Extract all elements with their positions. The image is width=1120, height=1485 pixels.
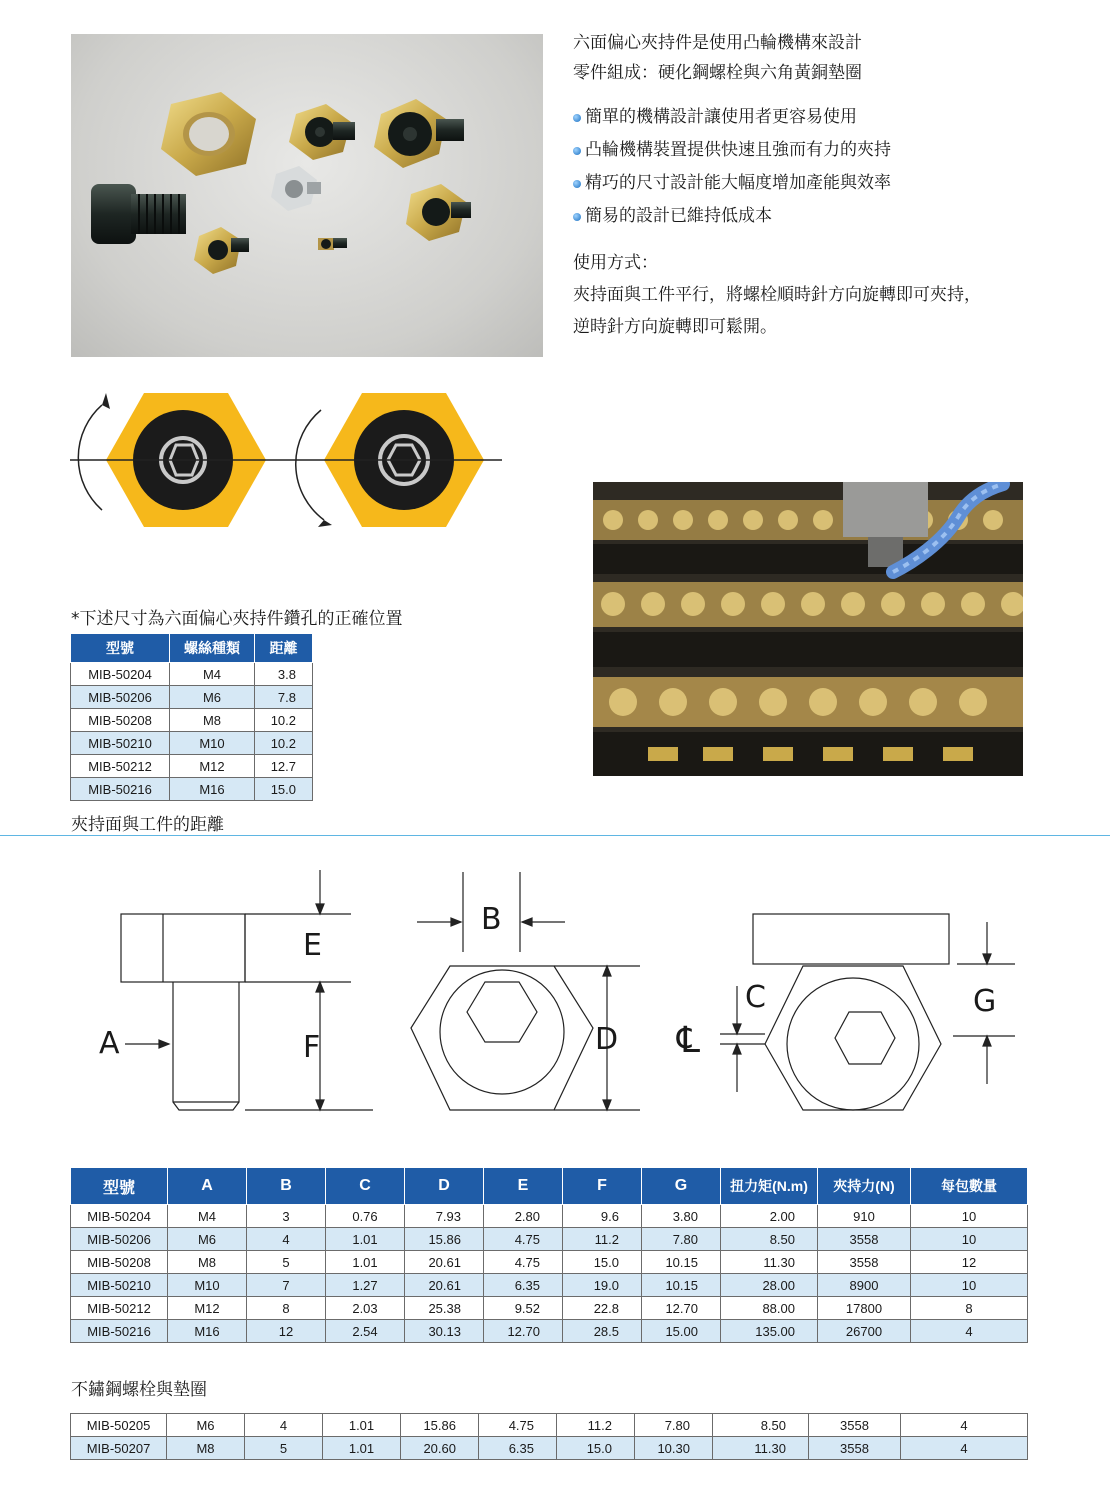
table-cell: M8 [170,709,255,732]
table-cell: 2.54 [326,1320,405,1343]
stainless-table [70,1413,1028,1460]
feature-item [573,134,891,167]
table-cell: 3 [247,1205,326,1228]
column-header: B [247,1168,326,1205]
table-cell: M6 [170,686,255,709]
table-cell: 10.15 [642,1251,721,1274]
table-cell: 8 [911,1297,1028,1320]
table-cell: MIB-50204 [71,663,170,686]
table-cell: 1.01 [323,1437,401,1460]
table-cell: M8 [168,1251,247,1274]
table-cell: 7.80 [642,1228,721,1251]
dimension-drawings [95,862,1035,1126]
column-header: 型號 [71,1168,168,1205]
table-cell: MIB-50208 [71,709,170,732]
column-header: A [168,1168,247,1205]
table-cell: 26700 [818,1320,911,1343]
table-cell: 4 [901,1414,1028,1437]
feature-list [573,101,891,233]
table-row [71,709,313,732]
table-cell: 12 [247,1320,326,1343]
table-cell: 11.2 [563,1228,642,1251]
table-cell: 3558 [818,1228,911,1251]
table-cell: M12 [168,1297,247,1320]
table-cell: MIB-50216 [71,778,170,801]
table-cell: 3.80 [642,1205,721,1228]
table-cell: MIB-50207 [71,1437,167,1460]
table-cell: M4 [170,663,255,686]
table-cell: 11.30 [721,1251,818,1274]
table-row [71,1274,1028,1297]
table-row [71,1320,1028,1343]
table-cell: 12 [911,1251,1028,1274]
bullet-dot-icon [573,213,581,221]
machining-photo [593,482,1023,776]
table-cell: 10.15 [642,1274,721,1297]
table-cell: MIB-50208 [71,1251,168,1274]
product-photo [71,34,543,357]
table-cell: 20.61 [405,1274,484,1297]
table-cell: MIB-50210 [71,732,170,755]
table-cell: 12.70 [484,1320,563,1343]
table-row [71,1297,1028,1320]
section-divider [0,835,1110,836]
spec-table [70,1167,1028,1343]
feature-text: 簡單的機構設計讓使用者更容易使用 [585,107,857,127]
table-cell: MIB-50216 [71,1320,168,1343]
table-cell: MIB-50206 [71,1228,168,1251]
table-cell: 2.80 [484,1205,563,1228]
table-cell: 6.35 [484,1274,563,1297]
table-cell: 15.0 [557,1437,635,1460]
table-cell: 10.2 [255,709,313,732]
column-header: 夾持力(N) [818,1168,911,1205]
table1-caption: 夾持面與工件的距離 [71,815,224,835]
drill-position-table [70,633,313,801]
usage-line-1: 夾持面與工件平行，將螺栓順時針方向旋轉即可夾持， [573,285,981,305]
table-cell: 2.03 [326,1297,405,1320]
table-cell: 6.35 [479,1437,557,1460]
table-cell: 0.76 [326,1205,405,1228]
table-cell: 8900 [818,1274,911,1297]
intro-line-1: 六面偏心夾持件是使用凸輪機構來設計 [573,33,862,53]
column-header: D [405,1168,484,1205]
table-cell: M16 [170,778,255,801]
table-cell: 5 [247,1251,326,1274]
table-cell: M4 [168,1205,247,1228]
table-cell: 15.0 [255,778,313,801]
table-row [71,1205,1028,1228]
table-cell: 15.00 [642,1320,721,1343]
table-cell: 20.61 [405,1251,484,1274]
table-cell: 12.70 [642,1297,721,1320]
table-cell: 10 [911,1228,1028,1251]
dim-label-c: C [745,980,766,1015]
table-cell: 135.00 [721,1320,818,1343]
table-cell: 4.75 [484,1228,563,1251]
table-cell: MIB-50206 [71,686,170,709]
table-cell: 19.0 [563,1274,642,1297]
table-cell: 28.5 [563,1320,642,1343]
table-cell: MIB-50212 [71,755,170,778]
table-cell: 11.30 [713,1437,809,1460]
table-cell: 22.8 [563,1297,642,1320]
table-cell: 11.2 [557,1414,635,1437]
table-cell: MIB-50210 [71,1274,168,1297]
intro-block [573,28,862,88]
table-cell: MIB-50205 [71,1414,167,1437]
table-cell: 1.01 [323,1414,401,1437]
table-row [71,663,313,686]
table-cell: 3558 [818,1251,911,1274]
table-cell: M8 [167,1437,245,1460]
table-cell: M10 [168,1274,247,1297]
table-cell: 10 [911,1274,1028,1297]
centerline-symbol: ℄ [677,1020,701,1061]
table-cell: MIB-50212 [71,1297,168,1320]
table-cell: 8.50 [721,1228,818,1251]
table-cell: 3558 [809,1414,901,1437]
table-cell: 30.13 [405,1320,484,1343]
table-cell: 15.86 [401,1414,479,1437]
table-cell: 8.50 [713,1414,809,1437]
table-row [71,755,313,778]
table-cell: 17800 [818,1297,911,1320]
dim-label-d: D [595,1022,619,1057]
column-header: E [484,1168,563,1205]
table-cell: 15.86 [405,1228,484,1251]
column-header: G [642,1168,721,1205]
usage-block [573,248,981,342]
feature-text: 簡易的設計已維持低成本 [585,206,772,226]
table-row [71,1228,1028,1251]
table-cell: 5 [245,1437,323,1460]
table-cell: 7 [247,1274,326,1297]
table-cell: 8 [247,1297,326,1320]
dim-label-a: A [99,1026,120,1061]
table-cell: 1.01 [326,1251,405,1274]
bullet-dot-icon [573,114,581,122]
table-cell: 4.75 [484,1251,563,1274]
table-row [71,732,313,755]
dim-label-b: B [481,902,502,937]
table-cell: 10 [911,1205,1028,1228]
table-cell: 1.27 [326,1274,405,1297]
bullet-dot-icon [573,180,581,188]
column-header: 螺絲種類 [170,634,255,663]
table-cell: 3558 [809,1437,901,1460]
table-cell: 88.00 [721,1297,818,1320]
table-cell: 4 [901,1437,1028,1460]
table-cell: M12 [170,755,255,778]
stainless-title: 不鏽鋼螺栓與墊圈 [71,1380,207,1400]
table-cell: M10 [170,732,255,755]
table-cell: 10.2 [255,732,313,755]
table-cell: MIB-50204 [71,1205,168,1228]
table-cell: 25.38 [405,1297,484,1320]
table-cell: 1.01 [326,1228,405,1251]
table-cell: M6 [167,1414,245,1437]
table-row [71,1251,1028,1274]
table-cell: M16 [168,1320,247,1343]
table-cell: 15.0 [563,1251,642,1274]
table-cell: 910 [818,1205,911,1228]
feature-item [573,200,891,233]
feature-text: 精巧的尺寸設計能大幅度增加產能與效率 [585,173,891,193]
feature-item [573,101,891,134]
table-cell: 7.80 [635,1414,713,1437]
table-row [71,1414,1028,1437]
usage-title: 使用方式： [573,253,658,273]
intro-line-2: 零件組成：硬化鋼螺栓與六角黃銅墊圈 [573,63,862,83]
table-cell: 28.00 [721,1274,818,1297]
dim-label-g: G [973,984,997,1019]
cam-rotation-diagram [66,385,506,544]
feature-text: 凸輪機構裝置提供快速且強而有力的夾持 [585,140,891,160]
table-row [71,778,313,801]
table-cell: 20.60 [401,1437,479,1460]
table-cell: 2.00 [721,1205,818,1228]
column-header: C [326,1168,405,1205]
bullet-dot-icon [573,147,581,155]
table-cell: 7.93 [405,1205,484,1228]
table-row [71,1437,1028,1460]
table-cell: 4 [911,1320,1028,1343]
usage-line-2: 逆時針方向旋轉即可鬆開。 [573,317,777,337]
feature-item [573,167,891,200]
table-cell: 3.8 [255,663,313,686]
column-header: 每包數量 [911,1168,1028,1205]
table-cell: 9.6 [563,1205,642,1228]
dim-label-e: E [303,928,322,963]
column-header: 距離 [255,634,313,663]
table-cell: 10.30 [635,1437,713,1460]
dim-label-f: F [303,1030,321,1065]
table-cell: M6 [168,1228,247,1251]
table-row [71,686,313,709]
table-cell: 4 [247,1228,326,1251]
table-cell: 4 [245,1414,323,1437]
column-header: F [563,1168,642,1205]
column-header: 型號 [71,634,170,663]
column-header: 扭力矩(N.m) [721,1168,818,1205]
table-cell: 7.8 [255,686,313,709]
drill-note: *下述尺寸為六面偏心夾持件鑽孔的正確位置 [71,609,403,629]
table-cell: 9.52 [484,1297,563,1320]
table-cell: 4.75 [479,1414,557,1437]
table-cell: 12.7 [255,755,313,778]
